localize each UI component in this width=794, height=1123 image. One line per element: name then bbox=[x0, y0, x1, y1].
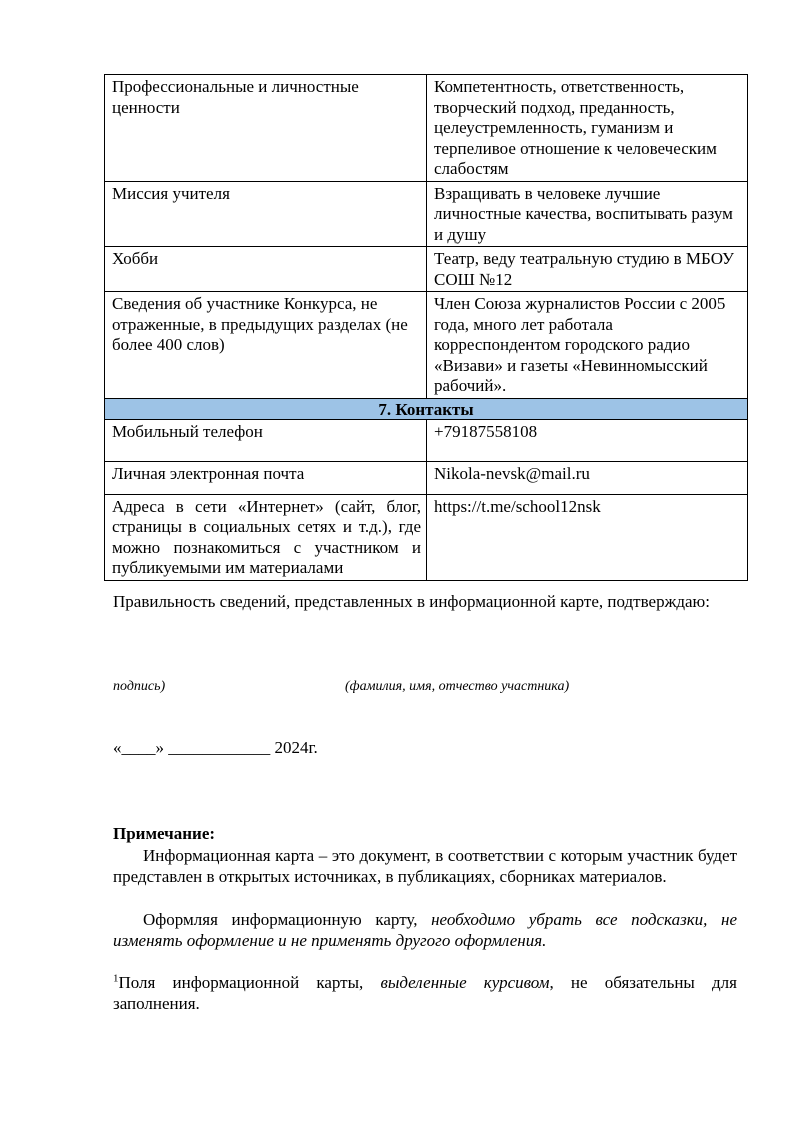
note-italic-text: необходимо убрать все подсказки, не изменять оформление и не применять другого оформления. bbox=[113, 910, 737, 950]
footnote bbox=[113, 973, 737, 1014]
full-name-caption: (фамилия, имя, отчество участника) bbox=[345, 679, 570, 694]
website-value: https://t.me/school12nsk bbox=[427, 494, 748, 580]
note-paragraph: Информационная карта – это документ, в соответствии с которым участник будет представлен в открытых источниках, в публикациях, сборниках материалов. bbox=[113, 846, 737, 886]
contact-label: Адреса в сети «Интернет» (сайт, блог, страницы в социальных сетях и т.д.), где можно познакомиться с участником и публикуемыми им материалами bbox=[105, 494, 427, 580]
contact-label: Мобильный телефон bbox=[105, 419, 427, 461]
row-value: Театр, веду театральную студию в МБОУ СОШ №12 bbox=[427, 247, 748, 292]
row-label: Хобби bbox=[105, 247, 427, 292]
table-row bbox=[105, 494, 748, 580]
table-row bbox=[105, 292, 748, 399]
table-row bbox=[105, 247, 748, 292]
date-line: «____» ____________ 2024г. bbox=[113, 738, 318, 757]
row-label: Сведения об участнике Конкурса, не отраженные, в предыдущих разделах (не более 400 слов) bbox=[105, 292, 427, 399]
signature-caption: подпись) bbox=[113, 679, 166, 694]
confirmation-text: Правильность сведений, представленных в информационной карте, подтверждаю: bbox=[113, 592, 710, 611]
row-label: Профессиональные и личностные ценности bbox=[105, 75, 427, 182]
note-text: Оформляя информационную карту, bbox=[143, 910, 432, 929]
table-row bbox=[105, 181, 748, 247]
note-paragraph bbox=[113, 910, 737, 951]
table-row bbox=[105, 419, 748, 461]
phone-value: +79187558108 bbox=[427, 419, 748, 461]
table-row bbox=[105, 75, 748, 182]
footnote-text: , не обязательны для заполнения. bbox=[113, 973, 737, 1013]
footnote-italic-text: выделенные курсивом bbox=[380, 973, 550, 992]
info-card-table bbox=[104, 74, 748, 581]
row-value: Член Союза журналистов России с 2005 года, много лет работала корреспондентом городского радио «Визави» и газеты «Невинномысский рабочий». bbox=[427, 292, 748, 399]
row-value: Взращивать в человеке лучшие личностные качества, воспитывать разум и душу bbox=[427, 181, 748, 247]
section-title: 7. Контакты bbox=[105, 398, 748, 419]
row-label: Миссия учителя bbox=[105, 181, 427, 247]
signature-row bbox=[113, 677, 737, 697]
footnote-mark: 1 bbox=[113, 972, 119, 985]
contact-label: Личная электронная почта bbox=[105, 461, 427, 494]
row-value: Компетентность, ответственность, творческий подход, преданность, целеустремленность, гуманизм и терпеливое отношение к человеческим слабостям bbox=[427, 75, 748, 182]
table-row bbox=[105, 461, 748, 494]
email-value: Nikola-nevsk@mail.ru bbox=[427, 461, 748, 494]
section-header-row bbox=[105, 398, 748, 419]
note-title: Примечание: bbox=[113, 824, 216, 843]
footnote-text: Поля информационной карты, bbox=[118, 973, 381, 992]
